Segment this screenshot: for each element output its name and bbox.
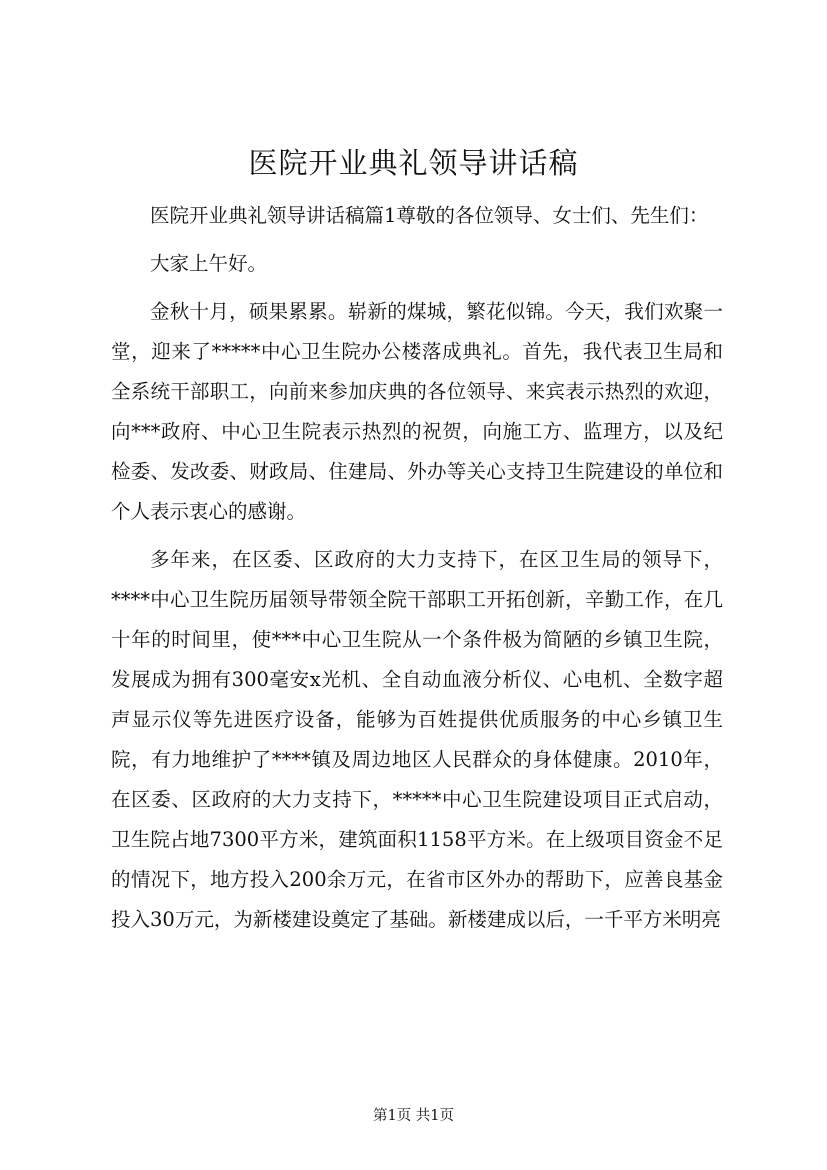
paragraph-greeting: 医院开业典礼领导讲话稿篇1尊敬的各位领导、女士们、先生们： bbox=[150, 204, 709, 227]
document-title: 医院开业典礼领导讲话稿 bbox=[248, 146, 579, 180]
paragraph-good-morning: 大家上午好。 bbox=[150, 252, 268, 275]
paragraph-history: 多年来，在区委、区政府的大力支持下，在区卫生局的领导下，****中心卫生院历届领导带领全院干部职工开拓创新，辛勤工作，在几十年的时间里，使***中心卫生院从一个条件极为简陋的乡镇卫生院，发展成为拥有300毫安x光机、全自动血液分析仪、心电机、全数字超声显示仪等先进医疗设备，能够为百姓提供优质服务的中心乡镇卫生院，有力地维护了****镇及周边地区人民群众的身体健康。2010年，在区委、区政府的大力支持下，*****中心卫生院建设项目正式启动，卫生院占地7300平方米，建筑面积1158平方米。在上级项目资金不足的情况下，地方投入200余万元，在省市区外办的帮助下，应善良基金投入30万元，为新楼建设奠定了基础。新楼建成以后，一千平方米明亮 bbox=[111, 548, 723, 931]
page-footer: 第1页 共1页 bbox=[372, 1108, 455, 1124]
paragraph-congratulations: 金秋十月，硕果累累。崭新的煤城，繁花似锦。今天，我们欢聚一堂，迎来了*****中心卫生院办公楼落成典礼。首先，我代表卫生局和全系统干部职工，向前来参加庆典的各位领导、来宾表示热烈的欢迎，向***政府、中心卫生院表示热烈的祝贺，向施工方、监理方，以及纪检委、发改委、财政局、住建局、外办等关心支持卫生院建设的单位和个人表示衷心的感谢。 bbox=[111, 300, 723, 523]
document-body bbox=[111, 196, 723, 948]
